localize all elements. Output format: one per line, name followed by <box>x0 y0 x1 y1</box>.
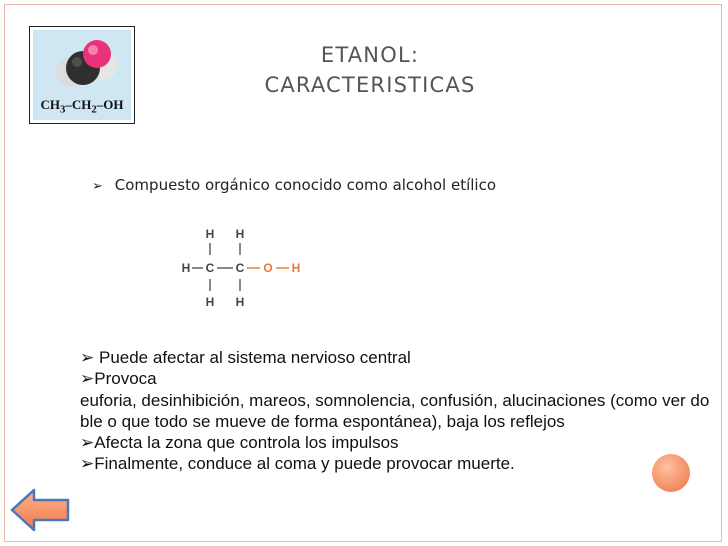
list-item-text: Afecta la zona que controla los impulsos <box>94 433 399 453</box>
formula-top-h2: H <box>235 227 245 241</box>
arrow-bullet-icon: ➢ <box>92 179 103 194</box>
list-item-text: Puede afectar al sistema nervioso central <box>98 348 411 367</box>
formula-o: O <box>263 261 273 275</box>
title-line-2: CARACTERISTICAS <box>264 73 476 97</box>
formula-c2: C <box>235 261 245 275</box>
logo-caption: $CH_3-CH_2-OH$ <box>40 97 124 116</box>
formula-bottom-h2: H <box>235 295 245 308</box>
formula-bottom-h1: H <box>205 295 215 308</box>
arrow-bullet-icon: ➢ <box>80 454 95 474</box>
formula-top-h1: H <box>205 227 215 241</box>
list-item-continuation: euforia, desinhibición, mareos, somnolencia, confusión, alucinaciones (como ver doble o que todo se mueve de forma espontánea), baja los reflejos <box>80 390 710 431</box>
list-item <box>80 368 710 389</box>
formula-left-h: H <box>181 261 191 275</box>
list-item-text: Finalmente, conduce al coma y puede provocar muerte. <box>94 454 515 474</box>
arrow-bullet-icon: ➢ <box>80 369 95 389</box>
formula-right-h: H <box>291 261 301 275</box>
title-line-1: ETANOL: <box>320 43 420 67</box>
page-title <box>210 40 530 100</box>
list-item <box>80 453 710 474</box>
list-item-lead: Provoca <box>94 369 157 389</box>
back-button[interactable] <box>10 488 70 532</box>
structural-formula <box>180 226 310 308</box>
bullet-text: Compuesto orgánico conocido como alcohol etílico <box>114 176 497 194</box>
arrow-bullet-icon: ➢ <box>80 348 95 367</box>
left-arrow-icon[interactable] <box>12 490 68 530</box>
ethanol-molecule-icon <box>33 30 131 100</box>
arrow-bullet-icon: ➢ <box>80 433 95 453</box>
formula-c1: C <box>205 261 215 275</box>
list-item <box>80 347 710 368</box>
content-list <box>80 347 710 475</box>
bullet-item-compound <box>92 176 496 194</box>
decorative-orange-circle <box>652 454 690 492</box>
ethanol-logo <box>29 26 135 124</box>
logo-background <box>33 30 131 120</box>
list-item <box>80 432 710 453</box>
